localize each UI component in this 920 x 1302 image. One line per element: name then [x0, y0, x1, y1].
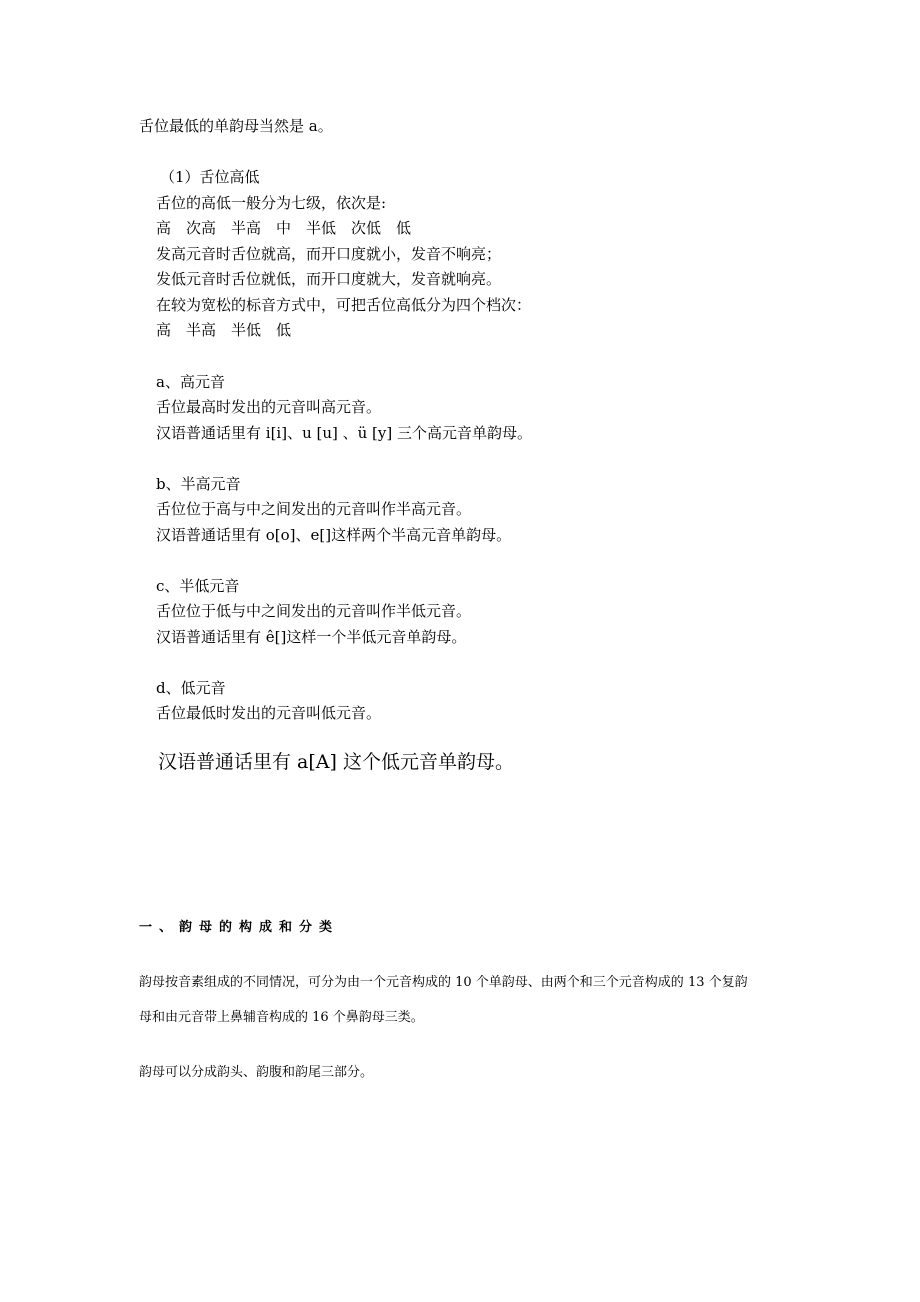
section2-para2: 韵母可以分成韵头、韵腹和韵尾三部分。 — [139, 1065, 374, 1080]
group-c-example: 汉语普通话里有 ê[]这样一个半低元音单韵母。 — [156, 628, 467, 646]
group-d-example: 汉语普通话里有 a[A] 这个低元音单韵母。 — [158, 751, 514, 773]
intro-line: 舌位最低的单韵母当然是 a。 — [139, 117, 333, 135]
section2-para1-line1: 韵母按音素组成的不同情况，可分为由一个元音构成的 10 个单韵母、由两个和三个元音构成的 13 个复韵 — [139, 975, 748, 990]
group-c-title: c、半低元音 — [156, 577, 240, 595]
four-levels: 高 半高 半低 低 — [156, 321, 292, 339]
group-a-definition: 舌位最高时发出的元音叫高元音。 — [156, 398, 382, 416]
seven-levels: 高 次高 半高 中 半低 次低 低 — [156, 219, 412, 237]
group-a-title: a、高元音 — [156, 373, 225, 391]
section2-heading: 一、韵母的构成和分类 — [139, 920, 340, 935]
group-a-example: 汉语普通话里有 i[i]、u [u] 、ü [y] 三个高元音单韵母。 — [156, 424, 533, 442]
section1-desc: 舌位的高低一般分为七级，依次是: — [156, 194, 387, 212]
group-d-title: d、低元音 — [156, 679, 226, 697]
group-b-definition: 舌位位于高与中之间发出的元音叫作半高元音。 — [156, 500, 472, 518]
loose-note: 在较为宽松的标音方式中，可把舌位高低分为四个档次： — [156, 296, 532, 314]
group-d-definition: 舌位最低时发出的元音叫低元音。 — [156, 704, 382, 722]
group-c-definition: 舌位位于低与中之间发出的元音叫作半低元音。 — [156, 602, 472, 620]
low-vowel-note: 发低元音时舌位就低，而开口度就大，发音就响亮。 — [156, 270, 502, 288]
section2-para1-line2: 母和由元音带上鼻辅音构成的 16 个鼻韵母三类。 — [139, 1010, 424, 1025]
group-b-example: 汉语普通话里有 o[o]、e[]这样两个半高元音单韵母。 — [156, 526, 512, 544]
group-b-title: b、半高元音 — [156, 475, 241, 493]
high-vowel-note: 发高元音时舌位就高，而开口度就小，发音不响亮； — [156, 245, 502, 263]
section1-title: （1）舌位高低 — [160, 168, 260, 186]
